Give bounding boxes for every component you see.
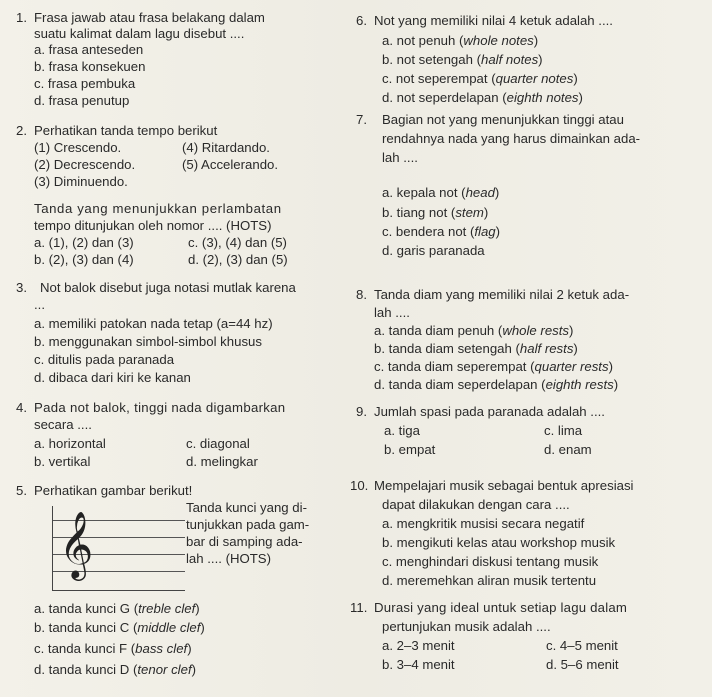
question-stem: suatu kalimat dalam lagu disebut .... [34, 26, 245, 41]
question-number: 7. [356, 112, 367, 127]
question-stem: Perhatikan gambar berikut! [34, 483, 193, 498]
option-b[interactable]: b. mengikuti kelas atau workshop musik [382, 535, 616, 550]
question-stem: tunjukkan pada gam- [186, 517, 310, 532]
tempo-item-2: (2) Decrescendo. [34, 157, 136, 172]
option-b[interactable]: b. (2), (3) dan (4) [34, 252, 134, 267]
option-a[interactable]: a. horizontal [34, 436, 106, 451]
option-c[interactable]: c. frasa pembuka [34, 76, 136, 91]
question-stem: lah .... [382, 150, 418, 165]
question-number: 6. [356, 13, 367, 28]
option-a[interactable]: a. tanda kunci G (treble clef) [34, 601, 200, 616]
option-d[interactable]: d. tanda diam seperdelapan (eighth rests) [374, 377, 619, 392]
option-d[interactable]: d. enam [544, 442, 592, 457]
option-a[interactable]: a. tiga [384, 423, 420, 438]
option-d[interactable]: d. garis paranada [382, 243, 485, 258]
question-stem: secara .... [34, 417, 92, 432]
option-b[interactable]: b. empat [384, 442, 436, 457]
question-stem: pertunjukan musik adalah .... [382, 619, 551, 634]
question-stem: tempo ditunjukan oleh nomor .... (HOTS) [34, 218, 272, 233]
option-d[interactable]: d. 5–6 menit [546, 657, 619, 672]
option-d[interactable]: d. meremehkan aliran musik tertentu [382, 573, 597, 588]
question-stem: Jumlah spasi pada paranada adalah .... [374, 404, 605, 419]
staff-figure [52, 506, 185, 591]
tempo-item-4: (4) Ritardando. [182, 140, 270, 155]
option-c[interactable]: c. ditulis pada paranada [34, 352, 175, 367]
option-b[interactable]: b. tanda kunci C (middle clef) [34, 620, 205, 635]
question-number: 8. [356, 287, 367, 302]
question-stem: Not yang memiliki nilai 4 ketuk adalah .... [374, 13, 613, 28]
option-b[interactable]: b. not setengah (half notes) [382, 52, 543, 67]
option-a[interactable]: a. mengkritik musisi secara negatif [382, 516, 585, 531]
question-number: 1. [16, 10, 27, 25]
question-stem: rendahnya nada yang harus dimainkan ada- [382, 131, 641, 146]
option-a[interactable]: a. 2–3 menit [382, 638, 455, 653]
option-c[interactable]: c. not seperempat (quarter notes) [382, 71, 578, 86]
option-c[interactable]: c. bendera not (flag) [382, 224, 501, 239]
question-stem: bar di samping ada- [186, 534, 303, 549]
option-d[interactable]: d. dibaca dari kiri ke kanan [34, 370, 191, 385]
question-number: 5. [16, 483, 27, 498]
option-d[interactable]: d. not seperdelapan (eighth notes) [382, 90, 583, 105]
option-a[interactable]: a. not penuh (whole notes) [382, 33, 539, 48]
question-stem: Mempelajari musik sebagai bentuk apresiasi [374, 478, 634, 493]
option-a[interactable]: a. (1), (2) dan (3) [34, 235, 134, 250]
option-b[interactable]: b. vertikal [34, 454, 91, 469]
option-a[interactable]: a. frasa anteseden [34, 42, 144, 57]
question-stem: Tanda diam yang memiliki nilai 2 ketuk ada- [374, 287, 630, 302]
option-b[interactable]: b. 3–4 menit [382, 657, 455, 672]
question-number: 10. [350, 478, 369, 493]
question-stem: lah .... (HOTS) [186, 551, 271, 566]
option-c[interactable]: c. tanda diam seperempat (quarter rests) [374, 359, 613, 374]
question-stem: Not balok disebut juga notasi mutlak karena [40, 280, 296, 295]
question-stem: Durasi yang ideal untuk setiap lagu dalam [374, 600, 628, 615]
question-stem: Pada not balok, tinggi nada digambarkan [34, 400, 286, 415]
question-stem: Tanda kunci yang di- [186, 500, 307, 515]
option-b[interactable]: b. tiang not (stem) [382, 205, 489, 220]
question-number: 9. [356, 404, 367, 419]
option-b[interactable]: b. frasa konsekuen [34, 59, 146, 74]
option-d[interactable]: d. (2), (3) dan (5) [188, 252, 288, 267]
question-stem: ... [34, 297, 45, 312]
question-number: 11. [350, 600, 368, 615]
question-stem: Tanda yang menunjukkan perlambatan [34, 201, 282, 216]
option-a[interactable]: a. kepala not (head) [382, 185, 500, 200]
question-stem: dapat dilakukan dengan cara .... [382, 497, 570, 512]
option-c[interactable]: c. (3), (4) dan (5) [188, 235, 287, 250]
option-d[interactable]: d. melingkar [186, 454, 258, 469]
treble-clef-icon: 𝄞 [59, 510, 94, 578]
option-d[interactable]: d. frasa penutup [34, 93, 130, 108]
question-number: 2. [16, 123, 27, 138]
question-number: 4. [16, 400, 27, 415]
option-d[interactable]: d. tanda kunci D (tenor clef) [34, 662, 197, 677]
option-b[interactable]: b. tanda diam setengah (half rests) [374, 341, 578, 356]
option-c[interactable]: c. menghindari diskusi tentang musik [382, 554, 599, 569]
question-stem: Bagian not yang menunjukkan tinggi atau [382, 112, 624, 127]
option-b[interactable]: b. menggunakan simbol-simbol khusus [34, 334, 262, 349]
question-stem: Perhatikan tanda tempo berikut [34, 123, 218, 138]
option-c[interactable]: c. 4–5 menit [546, 638, 618, 653]
question-stem: lah .... [374, 305, 410, 320]
option-a[interactable]: a. memiliki patokan nada tetap (a=44 hz) [34, 316, 273, 331]
tempo-item-3: (3) Diminuendo. [34, 174, 128, 189]
option-c[interactable]: c. lima [544, 423, 583, 438]
question-stem: Frasa jawab atau frasa belakang dalam [34, 10, 265, 25]
option-c[interactable]: c. diagonal [186, 436, 250, 451]
option-a[interactable]: a. tanda diam penuh (whole rests) [374, 323, 574, 338]
tempo-item-1: (1) Crescendo. [34, 140, 122, 155]
question-number: 3. [16, 280, 27, 295]
tempo-item-5: (5) Accelerando. [182, 157, 279, 172]
option-c[interactable]: c. tanda kunci F (bass clef) [34, 641, 192, 656]
